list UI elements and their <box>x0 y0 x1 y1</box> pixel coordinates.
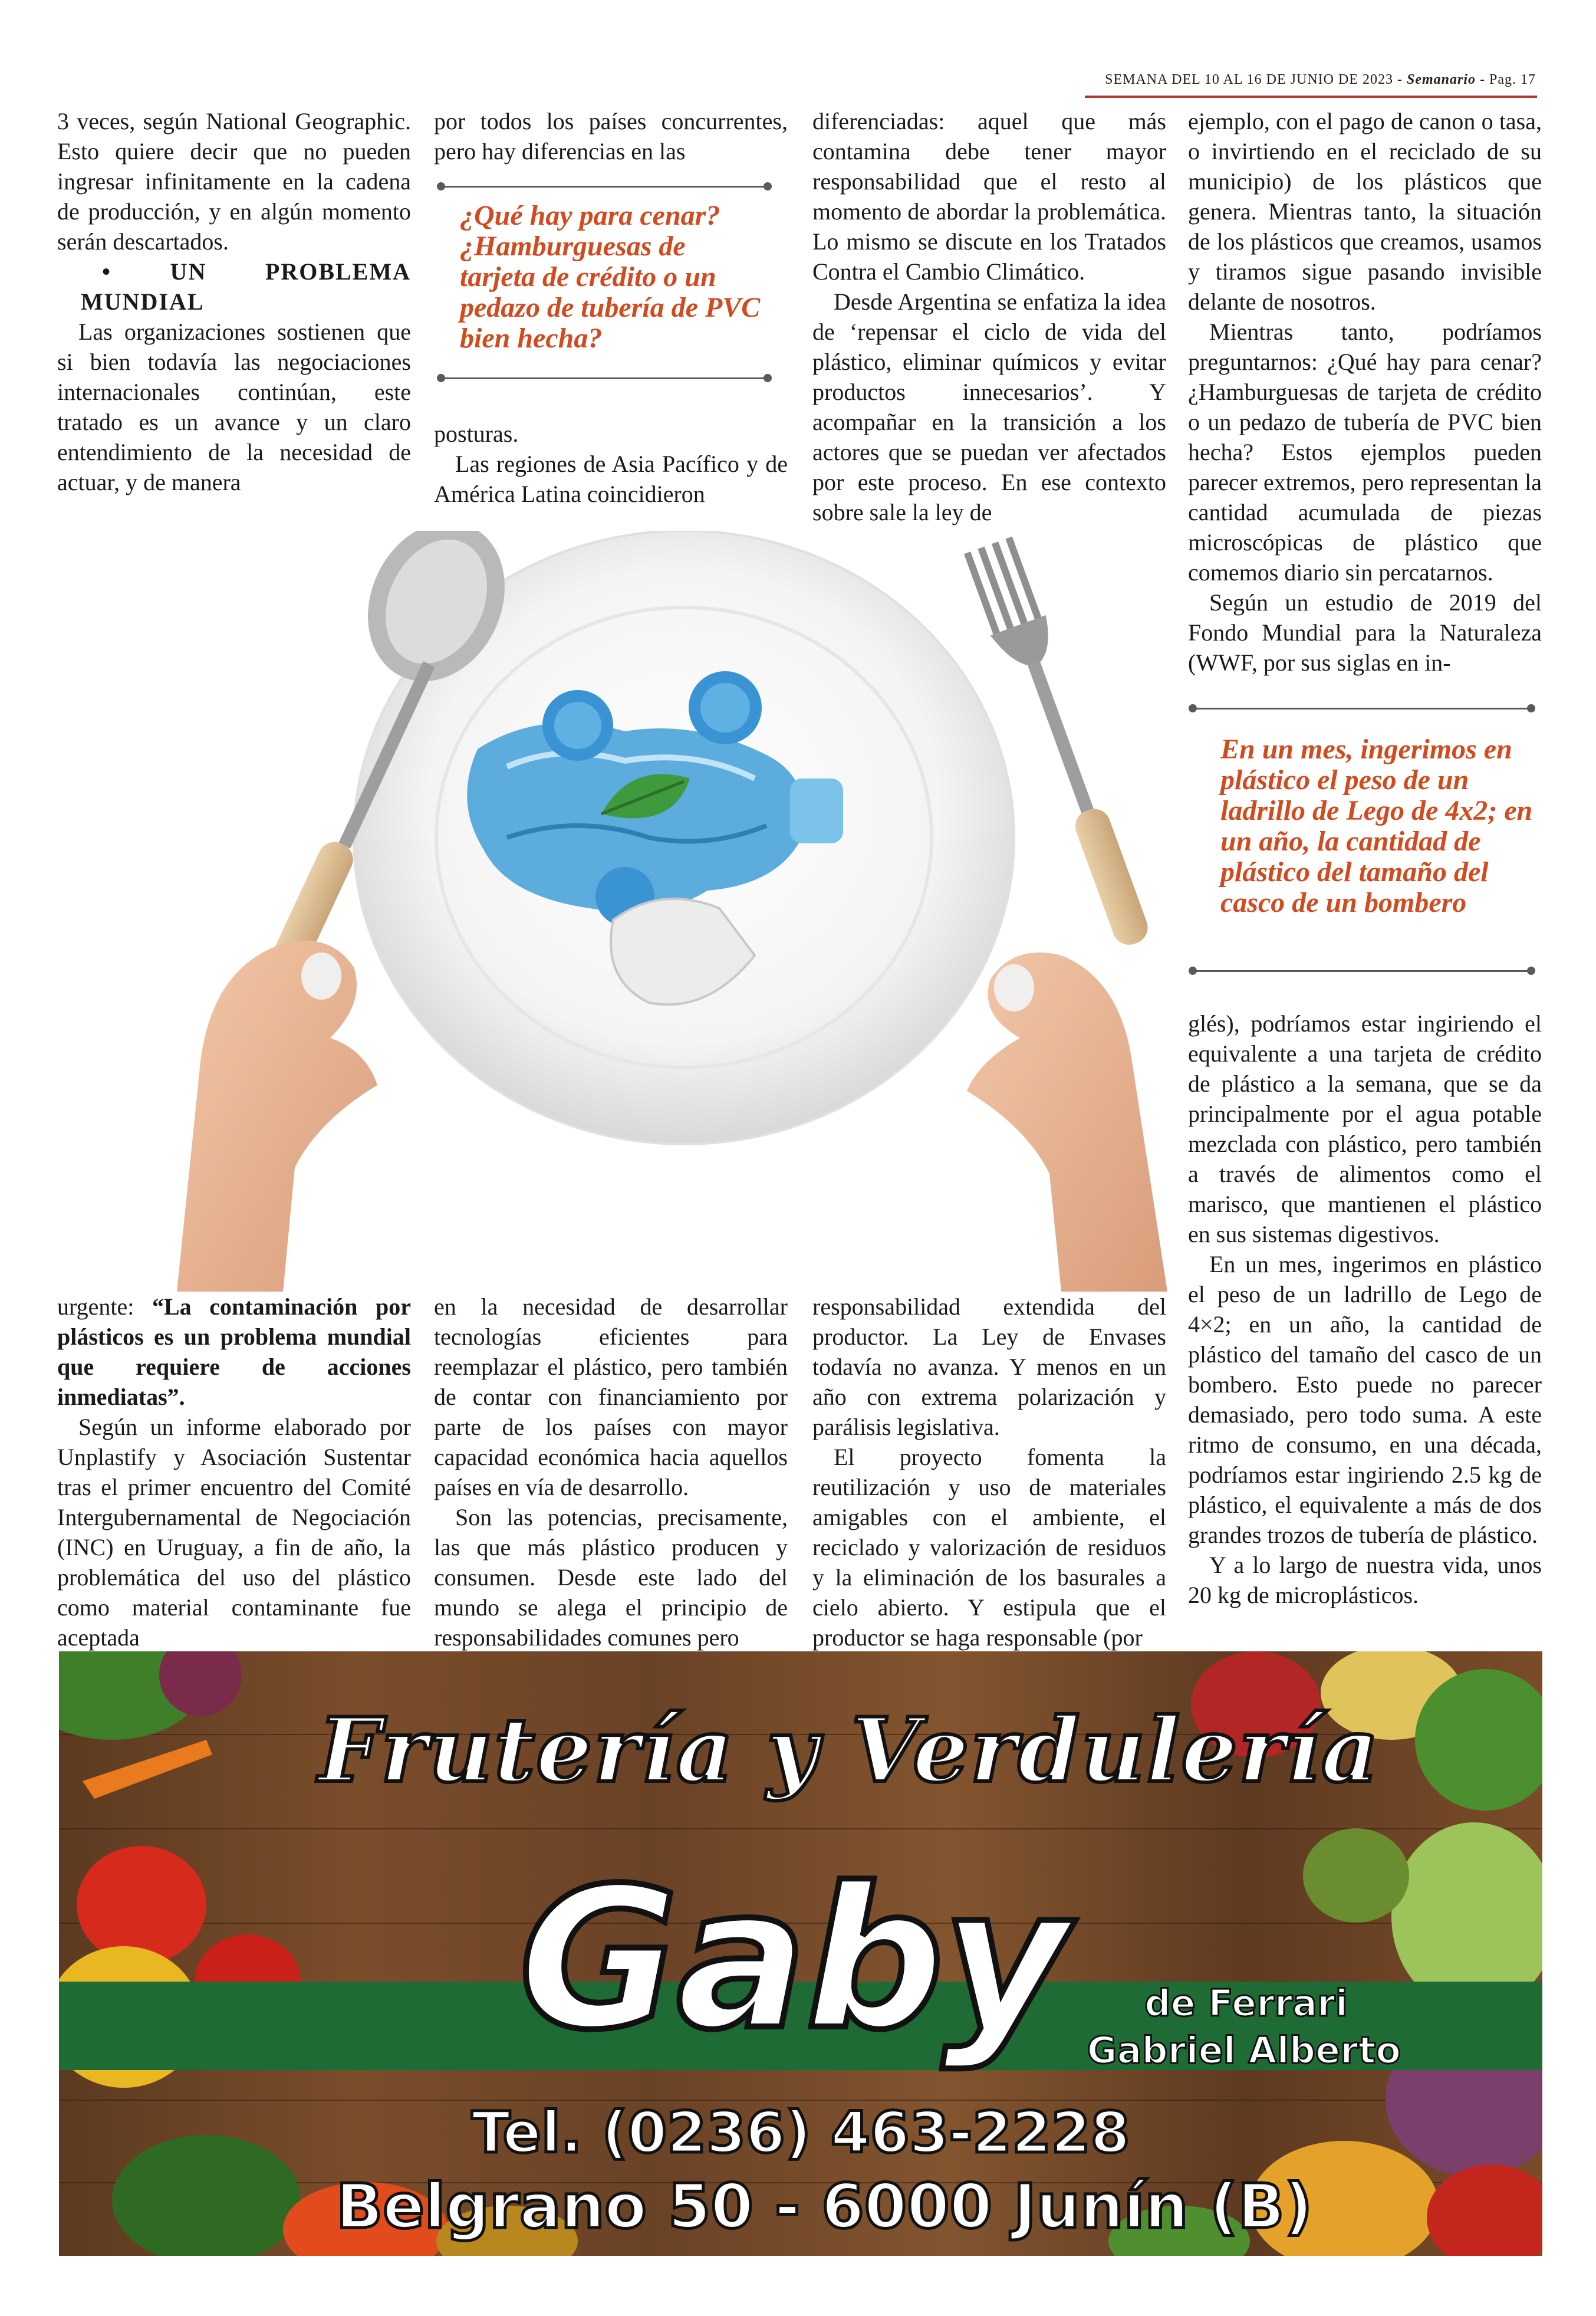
ad-address: Belgrano 50 - 6000 Junín (B) <box>336 2170 1313 2242</box>
pull-quote-rule-bottom <box>439 377 769 379</box>
page-header <box>1002 72 1536 88</box>
pull-quote-rule-bottom <box>1191 970 1533 972</box>
paragraph: posturas. <box>434 421 519 447</box>
paragraph: Son las potencias, precisamente, las que más plástico producen y consumen. Desde este lado del mundo se alega el principio de responsabilidades comunes pero <box>434 1504 788 1651</box>
quote-prefix: urgente: <box>57 1293 152 1320</box>
paragraph: diferenciadas: aquel que más contamina debe tener mayor responsabilidad que el resto al momento de abordar la problemática. Lo mismo se discute en los Tratados Contra el Cambio Climático. <box>812 108 1166 285</box>
column-4-top <box>1188 106 1542 678</box>
page-number: - Pag. 17 <box>1476 72 1536 87</box>
paragraph: Según un estudio de 2019 del Fondo Mundial para la Naturaleza (WWF, por sus siglas en in- <box>1188 589 1542 676</box>
paragraph: Desde Argentina se enfatiza la idea de ‘repensar el ciclo de vida del plástico, eliminar químicos y evitar productos innecesarios’. Y acompañar en la transición a los actores que se puedan ver afectados por este proceso. En ese contexto sobre sale la ley de <box>812 288 1166 525</box>
paragraph: Mientras tanto, podríamos preguntarnos: ¿Qué hay para cenar? ¿Hamburguesas de tarjeta de crédito o un pedazo de tubería de PVC bien hecha? Estos ejemplos pueden parecer extremos, pero representan la cantidad acumulada de piezas microscópicas de plástico que comemos diario sin percatarnos. <box>1188 318 1542 586</box>
ad-title: Frutería y Verdulería <box>318 1699 1380 1802</box>
column-1-bottom <box>57 1292 411 1653</box>
paragraph: responsabilidad extendida del productor. La Ley de Envases todavía no avanza. Y menos en un año con extrema polarización y parálisis legislativa. <box>812 1293 1166 1440</box>
bold-quote: “La contaminación por plásticos es un problema mundial que requiere de acciones inmediatas”. <box>57 1293 411 1410</box>
ad-owner-line2: Gabriel Alberto <box>1087 2029 1401 2072</box>
paragraph: Y a lo largo de nuestra vida, unos 20 kg de microplásticos. <box>1188 1552 1542 1608</box>
paragraph: Según un informe elaborado por Unplastify y Asociación Sustentar tras el primer encuentro del Comité Intergubernamental de Negociación (INC) en Uruguay, a fin de año, la problemática del uso del plástico como material contaminante fue aceptada <box>57 1414 411 1651</box>
pull-quote: ¿Qué hay para cenar? ¿Hamburguesas de tarjeta de crédito o un pedazo de tubería de PVC bien hecha? <box>460 200 761 354</box>
paragraph: en la necesidad de desarrollar tecnologías eficientes para reemplazar el plástico, pero también de contar con financiamiento por parte de los países con mayor capacidad económica hacia aquellos países en vía de desarrollo. <box>434 1293 788 1500</box>
pull-quote-rule-top <box>439 186 769 188</box>
column-2-bottom <box>434 1292 788 1653</box>
plastic-plate-illustration <box>177 531 1167 1292</box>
paragraph: por todos los países concurrentes, pero hay diferencias en las <box>434 108 788 165</box>
ad-phone[interactable]: Tel. (0236) 463-2228 <box>472 2100 1130 2166</box>
pull-quote: En un mes, ingerimos en plástico el peso de un ladrillo de Lego de 4x2; en un año, la cantidad de plástico del tamaño del casco de un bombero <box>1220 734 1533 918</box>
paragraph: glés), podríamos estar ingiriendo el equivalente a una tarjeta de crédito de plástico a la semana, que se da principalmente por el agua potable mezclada con plástico, pero también a través de alimentos como el marisco, que mantienen el plástico en sus sistemas digestivos. <box>1188 1010 1542 1247</box>
paragraph: Las organizaciones sostienen que si bien todavía las negociaciones internacionales continúan, este tratado es un avance y un claro entendimiento de la necesidad de actuar, y de manera <box>57 318 411 495</box>
section-heading: • UN PROBLEMA MUNDIAL <box>81 258 411 315</box>
publication-name: Semanario <box>1406 72 1476 87</box>
paragraph: Las regiones de Asia Pacífico y de América Latina coincidieron <box>434 451 788 507</box>
paragraph: 3 veces, según National Geographic. Esto quiere decir que no pueden ingresar infinitamente en la cadena de producción, y en algún momento serán descartados. <box>57 108 411 255</box>
column-4-bottom <box>1188 1008 1542 1610</box>
ad-owner-line1: de Ferrari <box>1144 1982 1348 2025</box>
header-date: SEMANA DEL 10 AL 16 DE JUNIO DE 2023 <box>1105 72 1393 87</box>
paragraph: En un mes, ingerimos en plástico el peso de un ladrillo de Lego de 4×2; en un año, la cantidad de plástico del tamaño del casco de un bombero. Esto puede no parecer demasiado, pero todo suma. A este ritmo de consumo, en una década, podríamos estar ingiriendo 2.5 kg de plástico, el equivalente a más de dos grandes trozos de tubería de plástico. <box>1188 1251 1542 1548</box>
pull-quote-rule-top <box>1191 708 1533 709</box>
column-3-bottom <box>812 1292 1166 1653</box>
paragraph: ejemplo, con el pago de canon o tasa, o invirtiendo en el reciclado de su municipio) de los plásticos que genera. Mientras tanto, la situación de los plásticos que creamos, usamos y tiramos sigue pasando invisible delante de nosotros. <box>1188 108 1542 315</box>
ad-business-name: Gaby <box>519 1846 1067 2072</box>
column-1-top <box>57 106 411 497</box>
column-2-top-continued <box>434 419 788 509</box>
header-rule <box>1085 96 1537 98</box>
column-3-top <box>812 106 1166 527</box>
paragraph: El proyecto fomenta la reutilización y uso de materiales amigables con el ambiente, el reciclado y valorización de residuos y la eliminación de los basurales a cielo abierto. Y estipula que el productor se haga responsable (por <box>812 1444 1166 1651</box>
greengrocer-advertisement <box>59 1651 1542 2256</box>
plate-illustration-graphic <box>177 531 1167 1292</box>
column-2-top <box>434 106 788 166</box>
paragraph <box>57 1292 411 1412</box>
header-separator: - <box>1393 72 1407 87</box>
